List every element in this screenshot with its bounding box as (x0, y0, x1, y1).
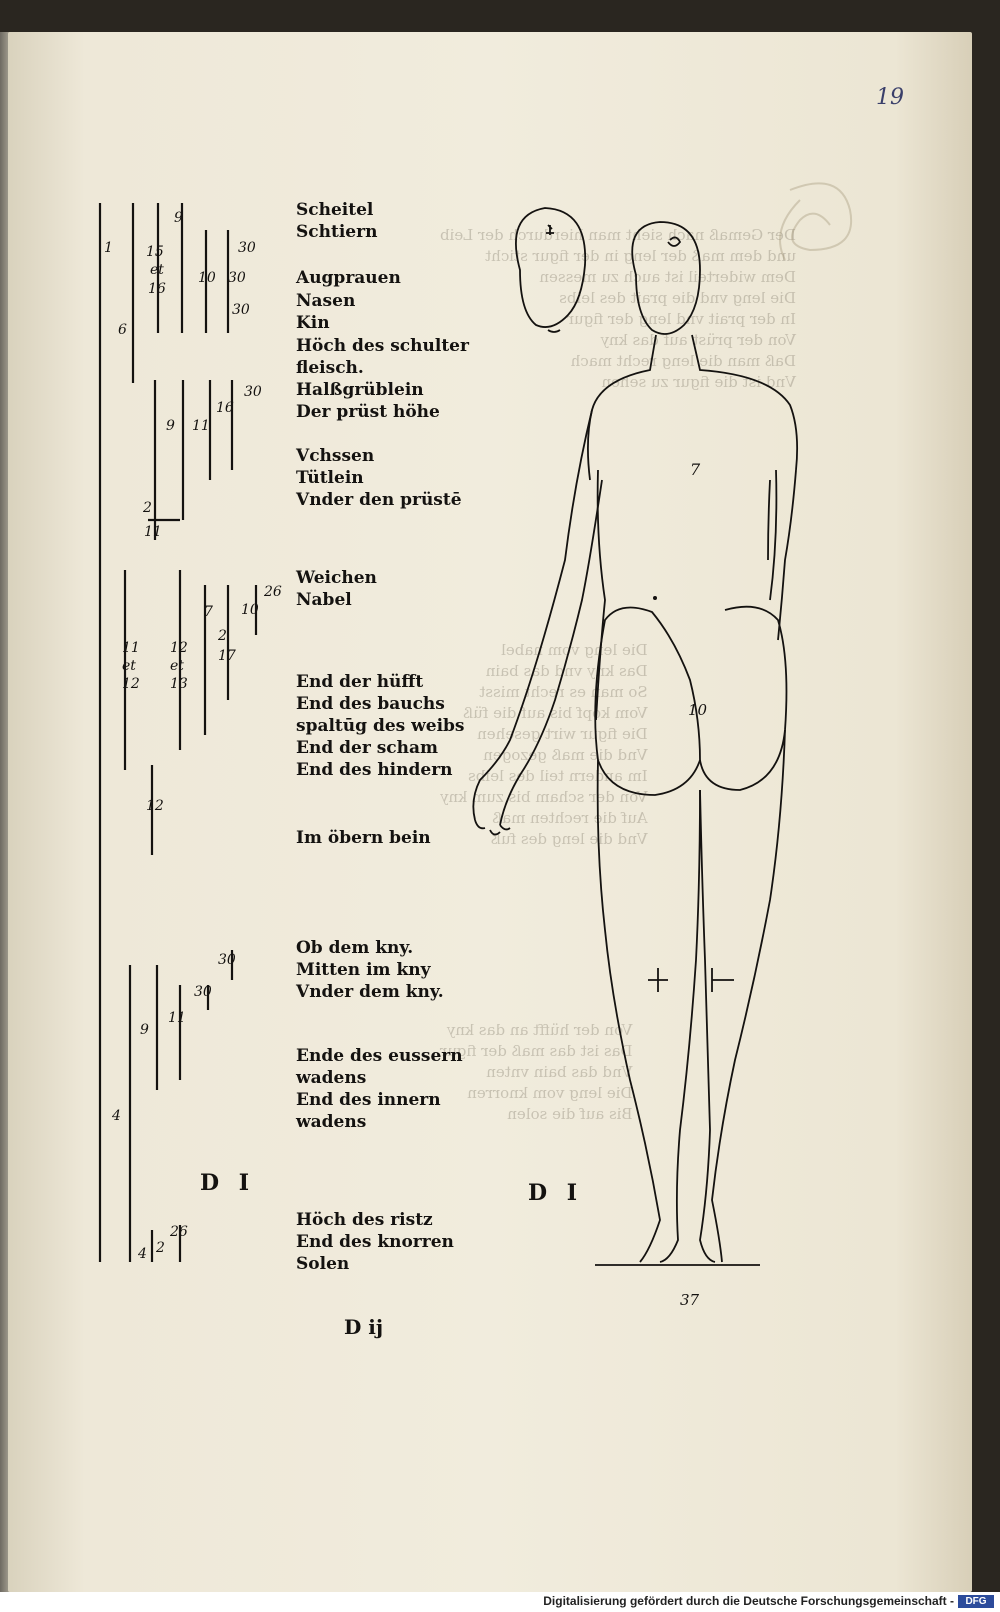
label-der-pruest-hoehe: Der prüst höhe (296, 402, 440, 422)
signature-right: D I (528, 1180, 584, 1206)
scale-number-chest-9: 9 (166, 418, 175, 434)
scale-number-hip-12: 12 (122, 676, 140, 692)
label-hoech-des-schulter: Höch des schulter (296, 336, 469, 356)
label-vchssen: Vchssen (296, 446, 375, 466)
scale-number-6: 6 (118, 322, 127, 338)
scale-number-hip-11: 11 (122, 640, 140, 656)
scale-number-hip-13: 13 (170, 676, 188, 692)
scale-number-waist-2: 2 (143, 500, 152, 516)
footer-bar (0, 1592, 1000, 1612)
label-end-des-innern: End des innern (296, 1090, 441, 1110)
label-wadens-1: wadens (296, 1068, 367, 1088)
label-end-der-scham: End der scham (296, 738, 438, 758)
label-halssgruebline: Halßgrüblein (296, 380, 424, 400)
figure-scale-number: 37 (680, 1291, 700, 1309)
scale-number-knee-30a: 30 (218, 952, 236, 968)
label-end-des-bauchs: End des bauchs (296, 694, 445, 714)
label-mitten-im-kny: Mitten im kny (296, 960, 431, 980)
scale-number-waist-11: 11 (144, 524, 162, 540)
figure-back-view (473, 208, 797, 1265)
measurement-scale (100, 203, 256, 1262)
scale-number-et: et (150, 262, 164, 278)
label-end-des-hindern: End des hindern (296, 760, 453, 780)
scale-number-hip-2: 2 (218, 628, 227, 644)
scale-number-chest-16: 16 (216, 400, 234, 416)
label-kin: Kin (296, 313, 330, 333)
label-scheitel: Scheitel (296, 200, 374, 220)
figure-mark-7: 7 (690, 460, 701, 479)
show-through-text: Der Gemaß nach sieht man hierdurch der Leib und dem maß der leng in der figur sticht Dem widerteil ist auch zu messen Die leng vnd die prait des leibs In der prait vnd leng der figur Von der prüst auf das kny Daß man die leng recht mach Vnd ist die figur zu sehen (440, 226, 796, 391)
label-spaltung-des-weibs: spaltūg des weibs (296, 716, 465, 736)
scale-number-10: 10 (198, 270, 216, 286)
label-end-der-hueft: End der hüfft (296, 672, 424, 692)
label-nabel: Nabel (296, 590, 352, 610)
scale-number-hip-et: et (122, 658, 136, 674)
scale-number-chest-30: 30 (244, 384, 262, 400)
scale-number-hip-10: 10 (241, 602, 259, 618)
scale-number-30b: 30 (228, 270, 246, 286)
scale-number-15: 15 (146, 244, 164, 260)
label-im-oebern-bein: Im öbern bein (296, 828, 431, 848)
label-vnder-dem-kny: Vnder dem kny. (296, 982, 444, 1002)
scale-number-lower-2: 2 (156, 1240, 165, 1256)
scale-number-lower-4: 4 (112, 1108, 121, 1124)
scale-number-hip-7: 7 (204, 604, 213, 620)
scale-number-lower-4b: 4 (138, 1246, 147, 1262)
scale-number-hip-etb: et (170, 658, 184, 674)
label-fleisch: fleisch. (296, 358, 364, 378)
decorative-stamp (780, 183, 851, 260)
scale-number-16: 16 (148, 281, 166, 297)
scale-number-9: 9 (174, 210, 183, 226)
page-number: 19 (876, 85, 904, 110)
scale-number-hip-26: 26 (264, 584, 282, 600)
folio-mark: D ij (344, 1315, 384, 1339)
label-solen: Solen (296, 1254, 350, 1274)
scale-number-knee-30b: 30 (194, 984, 212, 1000)
scale-number-30a: 30 (238, 240, 256, 256)
scale-number-30c: 30 (232, 302, 250, 318)
scale-number-lower-26: 26 (170, 1224, 188, 1240)
scale-number-knee-11: 11 (168, 1010, 186, 1026)
figure-mark-10: 10 (688, 701, 708, 719)
label-nasen: Nasen (296, 291, 356, 311)
label-end-des-knorren: End des knorren (296, 1232, 454, 1252)
scale-number-1: 1 (104, 240, 113, 256)
label-weichen: Weichen (296, 568, 377, 588)
show-through-text-2: Die leng vom nabel Das kny vnd das bain So man es recht misst Vom kopf bis auf die füß Die figur wirt gesehen Vnd die maß gezogen Im andern teil des leibs Von der scham bis zum kny Auf die rechten maß Vnd die leng des fuß (440, 641, 648, 848)
label-tuetlein: Tütlein (296, 468, 364, 488)
scale-number-hip-12b: 12 (170, 640, 188, 656)
label-vnder-den-pruesten: Vnder den prüstē (296, 490, 462, 510)
footer-text: Digitalisierung gefördert durch die Deutsche Forschungsgemeinschaft - (543, 1594, 954, 1608)
label-ende-des-eussern: Ende des eussern (296, 1046, 463, 1066)
scale-number-chest-11: 11 (192, 418, 210, 434)
scale-number-thigh-12: 12 (146, 798, 164, 814)
scale-number-knee-9: 9 (140, 1022, 149, 1038)
label-augprauen: Augprauen (296, 268, 401, 288)
label-ob-dem-kny: Ob dem kny. (296, 938, 414, 958)
signature-left: D I (200, 1170, 256, 1196)
dfg-logo-icon: DFG (958, 1595, 994, 1608)
show-through-text-3: Von der hüfft an das kny Das ist das maß der figur Vnd das bain vnten Die leng vom knorren Bis auf die solen (440, 1021, 633, 1123)
label-schtiern: Schtiern (296, 222, 378, 242)
scale-number-hip-17: 17 (218, 648, 236, 664)
label-wadens-2: wadens (296, 1112, 367, 1132)
label-hoech-des-ristz: Höch des ristz (296, 1210, 433, 1230)
